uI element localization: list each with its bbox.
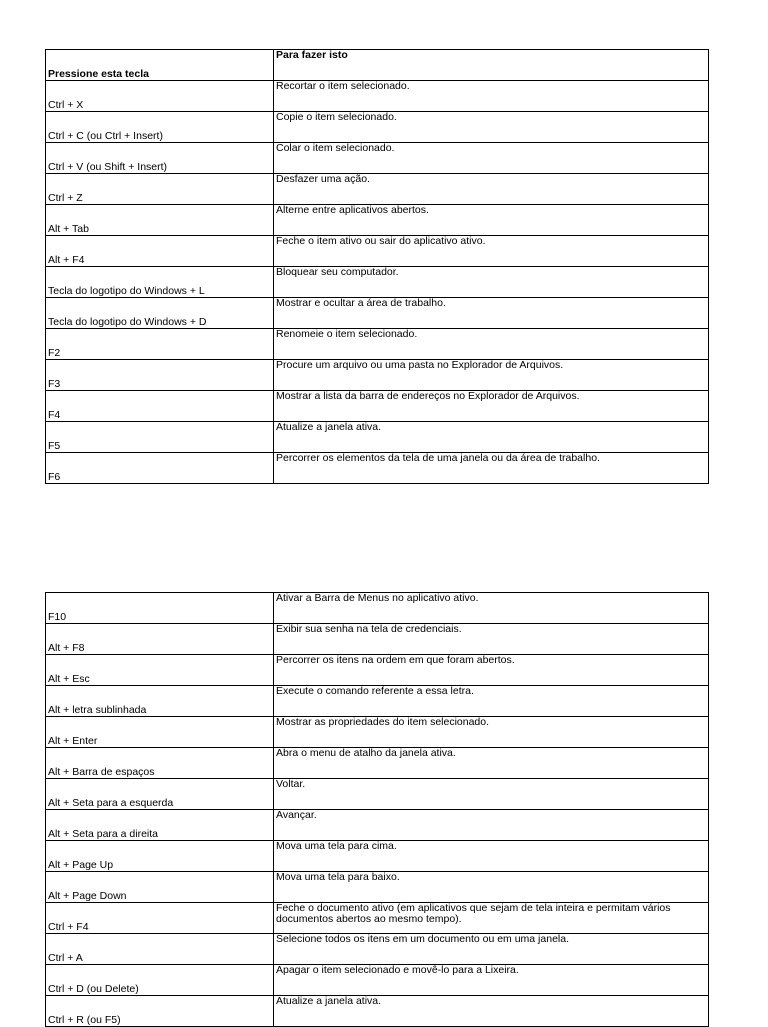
shortcut-key-cell: F3 <box>46 360 274 391</box>
table-row <box>46 717 709 748</box>
shortcut-key-cell: Alt + Esc <box>46 655 274 686</box>
shortcut-action-cell: Apagar o item selecionado e movê-lo para a Lixeira. <box>274 965 709 996</box>
shortcuts-table-1-body <box>46 50 709 484</box>
shortcut-action-cell: Colar o item selecionado. <box>274 143 709 174</box>
table-row <box>46 748 709 779</box>
table-row <box>46 965 709 996</box>
shortcut-action-cell: Avançar. <box>274 810 709 841</box>
shortcut-action-cell: Renomeie o item selecionado. <box>274 329 709 360</box>
shortcut-action-cell: Exibir sua senha na tela de credenciais. <box>274 624 709 655</box>
shortcut-action-cell: Feche o documento ativo (em aplicativos que sejam de tela inteira e permitam vários documentos abertos ao mesmo tempo). <box>274 903 709 934</box>
table-header-row <box>46 50 709 81</box>
table-row <box>46 810 709 841</box>
header-action-cell: Para fazer isto <box>274 50 709 81</box>
shortcut-action-cell: Mova uma tela para baixo. <box>274 872 709 903</box>
shortcut-action-cell: Copie o item selecionado. <box>274 112 709 143</box>
table-row <box>46 655 709 686</box>
shortcut-action-cell: Desfazer uma ação. <box>274 174 709 205</box>
shortcut-action-cell: Recortar o item selecionado. <box>274 81 709 112</box>
shortcut-action-cell: Bloquear seu computador. <box>274 267 709 298</box>
shortcut-action-cell: Feche o item ativo ou sair do aplicativo ativo. <box>274 236 709 267</box>
shortcuts-table-2 <box>45 592 709 1027</box>
table-row <box>46 996 709 1027</box>
shortcut-action-cell: Mostrar a lista da barra de endereços no Explorador de Arquivos. <box>274 391 709 422</box>
shortcut-key-cell: Ctrl + A <box>46 934 274 965</box>
shortcut-key-cell: Ctrl + X <box>46 81 274 112</box>
header-key-cell: Pressione esta tecla <box>46 50 274 81</box>
table-row <box>46 779 709 810</box>
table-row <box>46 903 709 934</box>
table-row <box>46 872 709 903</box>
shortcut-key-cell: Alt + Page Down <box>46 872 274 903</box>
shortcut-action-cell: Alterne entre aplicativos abertos. <box>274 205 709 236</box>
shortcut-key-cell: F2 <box>46 329 274 360</box>
table-row <box>46 391 709 422</box>
shortcut-key-cell: Alt + F4 <box>46 236 274 267</box>
shortcut-action-cell: Mostrar as propriedades do item selecionado. <box>274 717 709 748</box>
shortcut-key-cell: Tecla do logotipo do Windows + L <box>46 267 274 298</box>
table-row <box>46 360 709 391</box>
shortcut-key-cell: Ctrl + C (ou Ctrl + Insert) <box>46 112 274 143</box>
table-row <box>46 267 709 298</box>
table-row <box>46 841 709 872</box>
shortcuts-table-1 <box>45 49 709 484</box>
shortcut-key-cell: Alt + letra sublinhada <box>46 686 274 717</box>
shortcut-key-cell: F5 <box>46 422 274 453</box>
shortcut-key-cell: Alt + Tab <box>46 205 274 236</box>
table-row <box>46 205 709 236</box>
table-row <box>46 686 709 717</box>
shortcut-key-cell: Ctrl + R (ou F5) <box>46 996 274 1027</box>
shortcut-key-cell: Alt + F8 <box>46 624 274 655</box>
shortcut-key-cell: Ctrl + Z <box>46 174 274 205</box>
shortcut-action-cell: Voltar. <box>274 779 709 810</box>
table-row <box>46 624 709 655</box>
shortcut-action-cell: Abra o menu de atalho da janela ativa. <box>274 748 709 779</box>
shortcut-key-cell: Alt + Seta para a direita <box>46 810 274 841</box>
shortcut-key-cell: Alt + Seta para a esquerda <box>46 779 274 810</box>
shortcut-action-cell: Atualize a janela ativa. <box>274 996 709 1027</box>
table-row <box>46 298 709 329</box>
shortcut-key-cell: Alt + Enter <box>46 717 274 748</box>
shortcut-key-cell: F6 <box>46 453 274 484</box>
table-row <box>46 934 709 965</box>
table-row <box>46 422 709 453</box>
shortcut-key-cell: F4 <box>46 391 274 422</box>
shortcuts-table-2-body <box>46 593 709 1027</box>
shortcut-key-cell: F10 <box>46 593 274 624</box>
table-row <box>46 593 709 624</box>
shortcut-action-cell: Procure um arquivo ou uma pasta no Explorador de Arquivos. <box>274 360 709 391</box>
shortcut-action-cell: Ativar a Barra de Menus no aplicativo ativo. <box>274 593 709 624</box>
shortcut-key-cell: Alt + Barra de espaços <box>46 748 274 779</box>
shortcut-key-cell: Ctrl + V (ou Shift + Insert) <box>46 143 274 174</box>
shortcut-action-cell: Percorrer os itens na ordem em que foram abertos. <box>274 655 709 686</box>
table-row <box>46 236 709 267</box>
shortcut-action-cell: Mostrar e ocultar a área de trabalho. <box>274 298 709 329</box>
table-row <box>46 329 709 360</box>
table-row <box>46 81 709 112</box>
table-row <box>46 174 709 205</box>
shortcut-action-cell: Mova uma tela para cima. <box>274 841 709 872</box>
shortcut-key-cell: Alt + Page Up <box>46 841 274 872</box>
shortcut-action-cell: Percorrer os elementos da tela de uma janela ou da área de trabalho. <box>274 453 709 484</box>
shortcut-key-cell: Ctrl + D (ou Delete) <box>46 965 274 996</box>
table-row <box>46 453 709 484</box>
table-row <box>46 112 709 143</box>
table-row <box>46 143 709 174</box>
shortcut-action-cell: Execute o comando referente a essa letra. <box>274 686 709 717</box>
shortcut-key-cell: Ctrl + F4 <box>46 903 274 934</box>
shortcut-action-cell: Atualize a janela ativa. <box>274 422 709 453</box>
shortcut-key-cell: Tecla do logotipo do Windows + D <box>46 298 274 329</box>
shortcut-action-cell: Selecione todos os itens em um documento ou em uma janela. <box>274 934 709 965</box>
